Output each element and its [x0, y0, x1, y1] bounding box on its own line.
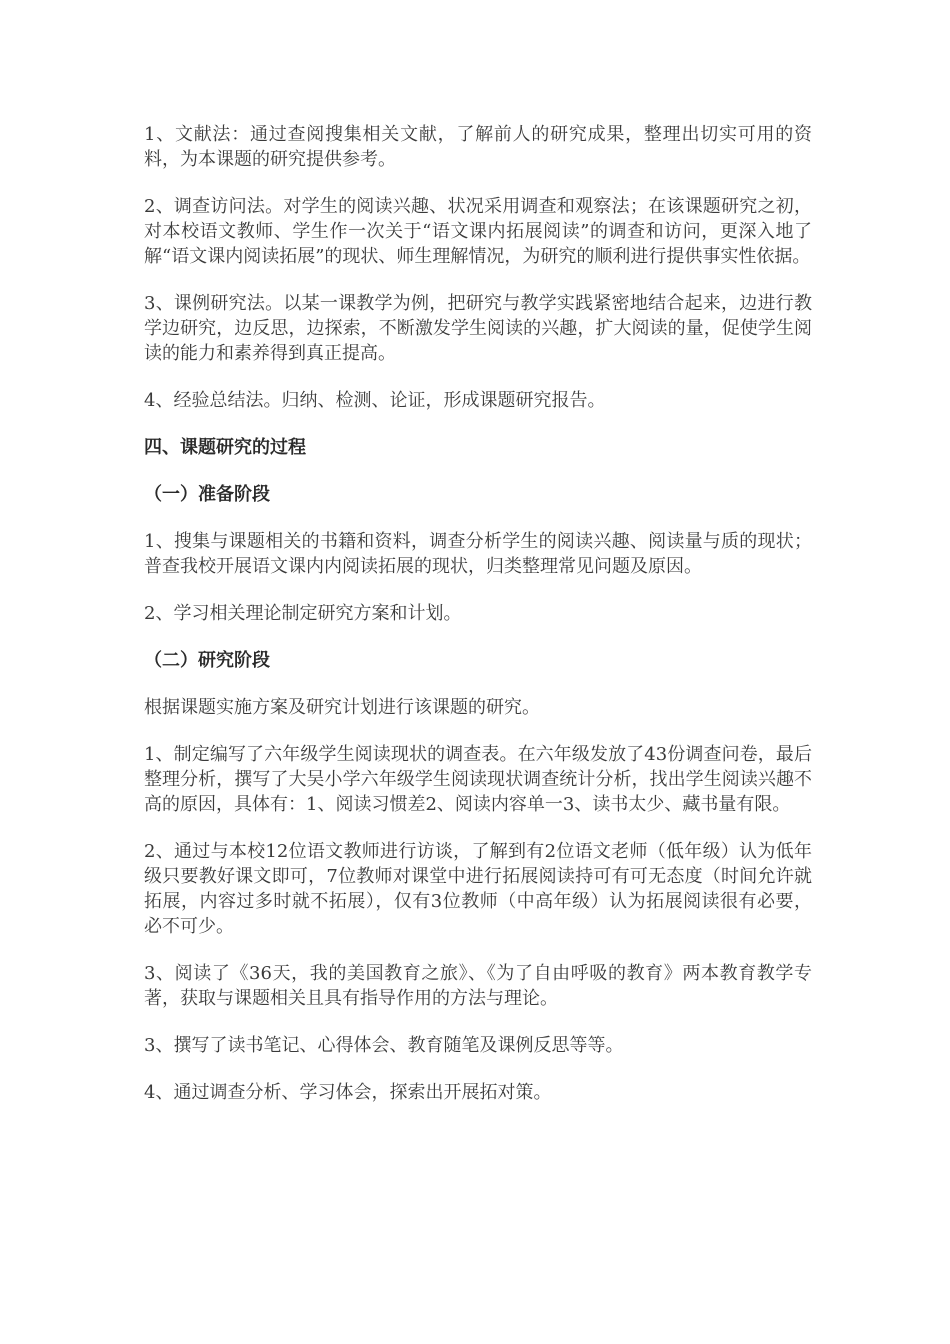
paragraph-method-case-study: 3、课例研究法。以某一课教学为例，把研究与教学实践紧密地结合起来，边进行教学边研究，边反思，边探索，不断激发学生阅读的兴趣，扩大阅读的量，促使学生阅读的能力和素养得到真正提高。 — [144, 293, 812, 364]
subsection-heading-research: （二）研究阶段 — [144, 650, 270, 671]
paragraph-research-intro: 根据课题实施方案及研究计划进行该课题的研究。 — [144, 697, 540, 718]
paragraph-research-strategy: 4、通过调查分析、学习体会，探索出开展拓对策。 — [144, 1082, 552, 1103]
section-heading-process: 四、课题研究的过程 — [144, 437, 306, 458]
document-page — [144, 122, 812, 1127]
paragraph-prep-theory: 2、学习相关理论制定研究方案和计划。 — [144, 603, 462, 624]
paragraph-method-survey: 2、调查访问法。对学生的阅读兴趣、状况采用调查和观察法；在该课题研究之初，对本校语文教师、学生作一次关于“语文课内拓展阅读”的调查和访问，更深入地了解“语文课内阅读拓展”的现状、师生理解情况，为研究的顺利进行提供事实性依据。 — [144, 196, 812, 267]
paragraph-method-literature: 1、文献法：通过查阅搜集相关文献，了解前人的研究成果，整理出切实可用的资料，为本课题的研究提供参考。 — [144, 124, 812, 170]
paragraph-method-summary: 4、经验总结法。归纳、检测、论证，形成课题研究报告。 — [144, 390, 606, 411]
paragraph-research-interview: 2、通过与本校12位语文教师进行访谈，了解到有2位语文老师（低年级）认为低年级只要教好课文即可，7位教师对课堂中进行拓展阅读持可有可无态度（时间允许就拓展，内容过多时就不拓展），仅有3位教师（中高年级）认为拓展阅读很有必要，必不可少。 — [144, 841, 812, 937]
subsection-heading-preparation: （一）准备阶段 — [144, 484, 270, 505]
paragraph-prep-collect: 1、搜集与课题相关的书籍和资料，调查分析学生的阅读兴趣、阅读量与质的现状；普查我校开展语文课内内阅读拓展的现状，归类整理常见问题及原因。 — [144, 531, 812, 577]
paragraph-research-survey: 1、制定编写了六年级学生阅读现状的调查表。在六年级发放了43份调查问卷，最后整理分析，撰写了大吴小学六年级学生阅读现状调查统计分析，找出学生阅读兴趣不高的原因，具体有：1、阅读习惯差2、阅读内容单一3、读书太少、藏书量有限。 — [144, 744, 812, 815]
paragraph-research-notes: 3、撰写了读书笔记、心得体会、教育随笔及课例反思等等。 — [144, 1035, 624, 1056]
paragraph-research-reading: 3、阅读了《36天，我的美国教育之旅》、《为了自由呼吸的教育》两本教育教学专著，获取与课题相关且具有指导作用的方法与理论。 — [144, 963, 812, 1009]
